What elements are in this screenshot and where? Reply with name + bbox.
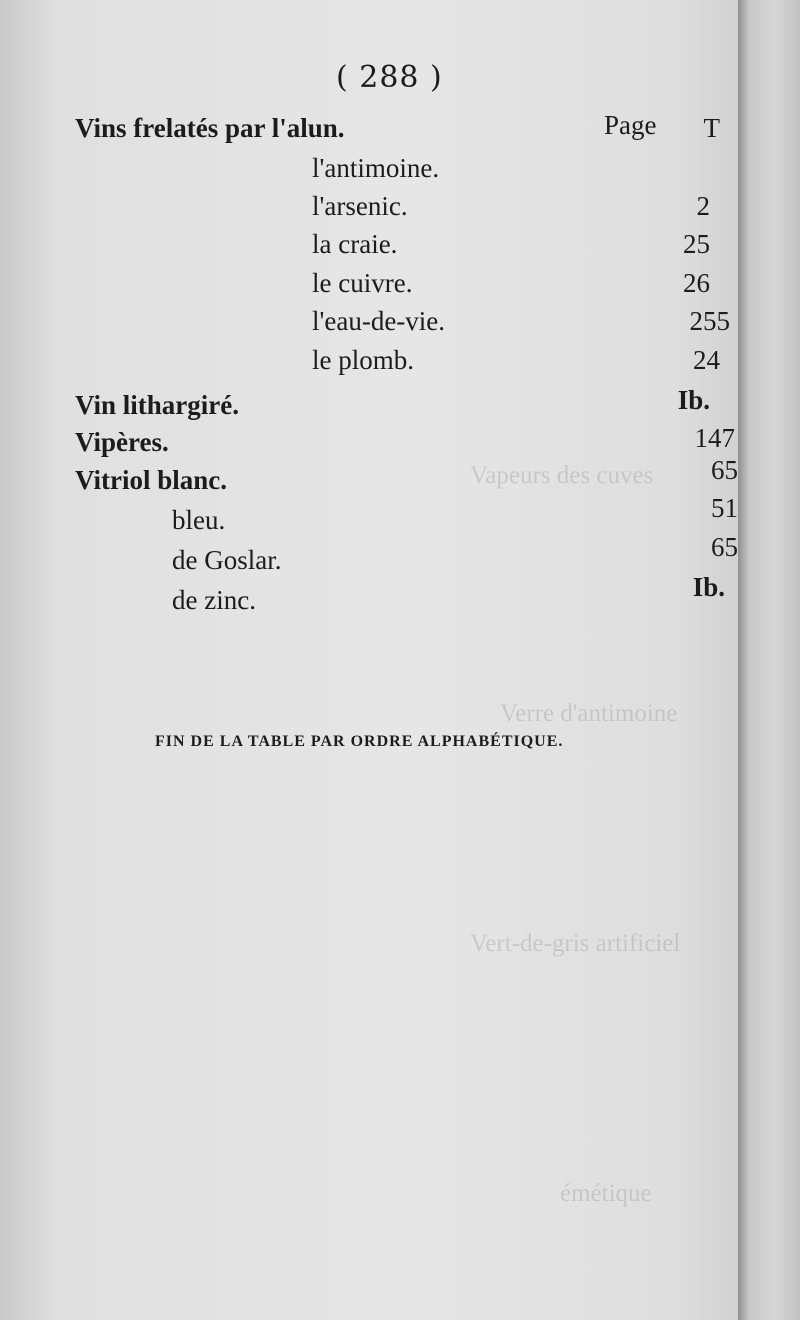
end-of-table-note: FIN DE LA TABLE PAR ORDRE ALPHABÉTIQUE. [155, 733, 564, 750]
index-entry-page: Ib. [692, 572, 725, 602]
index-entry-sub: l'eau-de-vie. [312, 306, 446, 336]
index-entry-sub: le cuivre. [312, 268, 413, 298]
index-entry-heading: Vins frelatés par l'alun. [75, 113, 345, 143]
index-entry-page: 2 [696, 191, 710, 221]
page-gutter [738, 0, 800, 1320]
show-through-text: émétique [560, 1180, 652, 1207]
show-through-text: Verre d'antimoine [500, 700, 678, 727]
index-entry-page: 51 [711, 493, 738, 523]
index-entry-sub: de Goslar. [172, 545, 282, 575]
index-entry-sub: de zinc. [172, 585, 256, 615]
page-column-label: Page [604, 110, 657, 140]
index-entry-page: 26 [683, 268, 710, 298]
index-entry-page: Ib. [677, 385, 710, 415]
index-entry-page: 147 [694, 423, 735, 453]
index-entry-heading: Vin lithargiré. [75, 390, 239, 420]
index-entry-sub: bleu. [172, 505, 226, 535]
index-entry-sub: la craie. [312, 229, 398, 259]
index-entry-page: 65 [711, 455, 738, 485]
index-entry-sub: l'antimoine. [312, 153, 440, 183]
show-through-text: Vapeurs des cuves [470, 462, 654, 489]
page-number: ( 288 ) [336, 60, 443, 95]
index-entry-page: 255 [689, 306, 730, 336]
index-entry-heading: Vitriol blanc. [75, 465, 227, 495]
index-entry-sub: le plomb. [312, 345, 414, 375]
index-entry-page: 24 [693, 345, 720, 375]
index-entry-sub: l'arsenic. [312, 191, 408, 221]
index-entry-page: T [703, 113, 720, 143]
index-entry-page: 65 [711, 532, 738, 562]
index-entry-heading: Vipères. [75, 427, 169, 457]
index-entry-page: 25 [683, 229, 710, 259]
show-through-text: Vert-de-gris artificiel [470, 930, 681, 957]
